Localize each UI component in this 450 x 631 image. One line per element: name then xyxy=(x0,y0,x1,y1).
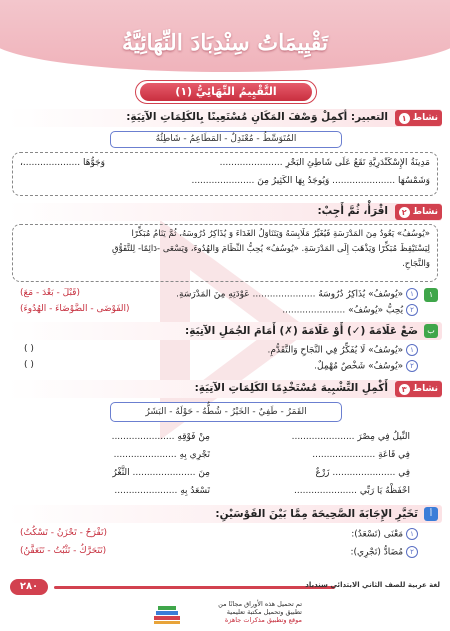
passage-line2: لِيَسْتَيْقِظَ مُبَكِّرًا وَيَذْهَبَ إِلَى المَدْرَسَةِ. «يُوسُفُ» يُحِبُّ النِّظَامَ وَالهُدُوءَ، وَيَسْعَى -دَائِمًا- لِلتَّفَوُّقِ xyxy=(112,244,430,254)
choice2-text: مُضَادُّ (تَجْرِي): xyxy=(350,547,404,558)
simile-row1-right: النِّيلُ فِي مِصْرَ ...................... xyxy=(291,432,410,442)
question-number: ١ xyxy=(406,344,418,356)
download-promo xyxy=(152,600,302,628)
simile-row2-right: فِي قَاعَةِ ...................... xyxy=(312,450,410,460)
statement1 xyxy=(268,344,418,356)
question-number: ١ xyxy=(406,288,418,300)
answer-parentheses[interactable]: ( ) xyxy=(24,344,34,354)
statement1-text: «يُوسُفُ» لَا يُفَكِّرُ فِي النَّجَاحِ وَالتَّقَدُّمِ. xyxy=(267,345,404,356)
question1-text: «يُوسُفُ» يُذَاكِرُ دُرُوسَهُ ...................... عَوْدَتِهِ مِنَ المَدْرَسَةِ. xyxy=(176,289,404,300)
activity-label: نشاط xyxy=(412,113,438,123)
simile-row4-left: تَسْعَدُ بِهِ ...................... xyxy=(114,486,210,496)
choice2 xyxy=(351,546,419,558)
choice2-options: (تَتَحَرَّكُ - تَثْبُتُ - تَتَعَفَّنُ) xyxy=(20,546,107,556)
passage-line1: «يُوسُفُ» يَعُودُ مِنَ المَدْرَسَةِ فَيُغَيِّرُ مَلَابِسَهُ وَيَتَنَاوَلُ الغَدَاءَ وَ يُذَاكِرُ دُرُوسَهُ، ثُمَّ يَنَامُ مُبَكِّرًا xyxy=(131,229,430,239)
section1-badge xyxy=(395,110,442,126)
promo-line2: تطبيق وتحميل مكتبة تعليمية xyxy=(226,608,302,616)
question2-text: يُحِبُّ «يُوسُفُ» ...................... xyxy=(282,305,404,316)
question1 xyxy=(176,288,418,300)
choice1-text: مَعْنَى (تَسْعَدُ): xyxy=(351,529,404,540)
banner-title: تَقْيِيمَاتُ سِنْدِبَادَ النِّهَائِيَّةُ xyxy=(121,30,329,56)
passage-line3: وَالنَّجَاحِ. xyxy=(402,259,430,269)
footer xyxy=(10,579,440,595)
question-group-badge: ب xyxy=(424,324,438,338)
question-number: ١ xyxy=(406,528,418,540)
books-icon xyxy=(152,602,182,626)
section2-badge xyxy=(395,204,442,220)
simile-row4-right: احْفَظْهُ يَا رَبِّي ...................... xyxy=(294,486,410,496)
choice1-options: (تَفْرَحُ - تَحْزَنُ - تَسْكُتُ) xyxy=(20,528,108,538)
activity-label: نشاط xyxy=(412,207,438,217)
section3-word-bank: القَمَرُ - طَفِيٌ - الخَيْرُ - شُطُّهُ - حَوْلَهُ - البَشَرُ xyxy=(110,402,342,422)
assessment-title: التَّقْيِيمُ النِّهَائِيُّ (١) xyxy=(140,83,312,101)
simile-row1-left: مِنْ فَوْقِهِ ...................... xyxy=(111,432,210,442)
question-number: ٢ xyxy=(406,360,418,372)
section1-word-bank: المُتَوَسِّطُ - مُعْتَدِلٌ - المَطَاعِمُ - شَاطِئُهُ xyxy=(110,131,342,148)
promo-line3: موقع وتطبيق مذكرات جاهزة xyxy=(224,616,302,624)
section1-line2: وَشَمْسُهَا ...................... وَيُوجَدُ بِهَا الكَثِيرُ مِنَ ...................... xyxy=(191,176,430,186)
question-group-badge: ١ xyxy=(424,288,438,302)
question2 xyxy=(282,304,418,316)
question2-options: (الفَوْضَى - الضَّوْضَاءَ - الهُدُوءَ) xyxy=(20,304,130,314)
question1-options: (قَبْلَ - بَعْدَ - مَعَ) xyxy=(20,288,80,298)
question-number: ٢ xyxy=(406,304,418,316)
activity-label: نشاط xyxy=(412,384,438,394)
truefalse-title: ضَعْ عَلَامَةَ (✓) أَوْ عَلَامَةَ (✗) أَمَامَ الجُمَلِ الآتِيَةِ: xyxy=(185,325,418,337)
choice-title: تَخَيَّرِ الإِجَابَةَ الصَّحِيحَةَ مِمَّا بَيْنَ القَوْسَيْنِ: xyxy=(215,508,418,520)
statement2-text: «يُوسُفُ» شَخْصٌ مُهْمِلٌ. xyxy=(314,361,404,372)
page-number: ٢٨٠ xyxy=(10,579,48,595)
activity-number: ٣ xyxy=(399,384,410,395)
section3-badge xyxy=(395,381,442,397)
answer-parentheses[interactable]: ( ) xyxy=(24,360,34,370)
activity-number: ١ xyxy=(399,113,410,124)
simile-row2-left: تَجْرِي بِهِ ...................... xyxy=(113,450,210,460)
section1-line1a: مَدِينَةُ الإِسْكَنْدَرِيَّةِ تَقَعُ عَلَى شَاطِئِ البَحْرِ ...................... xyxy=(219,158,430,168)
section1-line1b: وَجَوُّهَا ....................، xyxy=(20,158,106,168)
choice1 xyxy=(351,528,418,540)
promo-text xyxy=(218,600,302,624)
footer-subject: لغة عربية للصف الثاني الابتدائي سندباد xyxy=(305,581,440,589)
top-banner xyxy=(0,0,450,72)
footer-divider xyxy=(54,586,335,589)
promo-line1: تم تحميل هذه الأوراق مجانًا من xyxy=(218,600,302,608)
section2-title: اقْرَأْ، ثُمَّ أَجِبْ: xyxy=(317,205,388,217)
question-number: ٢ xyxy=(406,546,418,558)
statement2 xyxy=(314,360,418,372)
assessment-header xyxy=(135,80,317,104)
section3-title: أَكْمِلِ التَّشْبِيهَ مُسْتَخْدِمًا الكَلِمَاتِ الآتِيَةِ: xyxy=(194,382,388,394)
question-group-badge: أ xyxy=(424,507,438,521)
simile-row3-left: مِنَ ...................... الثَّغْرُ xyxy=(112,468,210,478)
activity-number: ٢ xyxy=(399,207,410,218)
simile-row3-right: فِي ...................... زَرْعٌ xyxy=(315,468,410,478)
section1-title: التعبير: أكمِلْ وَصْفَ المَكَانِ مُسْتَعِينًا بِالكَلِمَاتِ الآتِيَةِ: xyxy=(126,111,388,123)
